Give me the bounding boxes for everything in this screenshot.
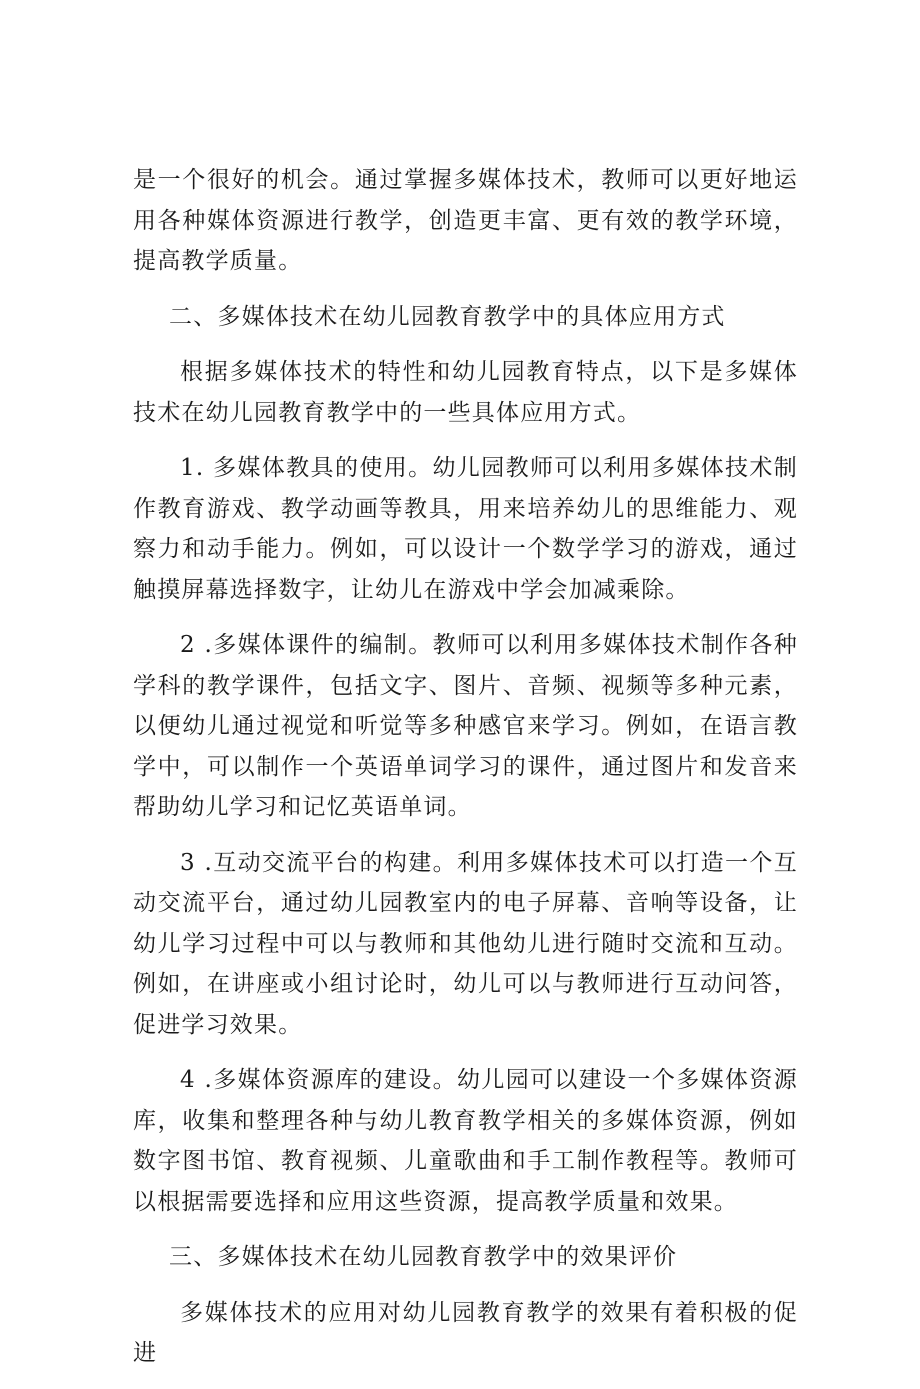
list-item-2: 2 .多媒体课件的编制。教师可以利用多媒体技术制作各种学科的教学课件，包括文字、图片、音频、视频等多种元素，以便幼儿通过视觉和听觉等多种感官来学习。例如，在语言教学中，可以制作一个英语单词学习的课件，通过图片和发音来帮助幼儿学习和记忆英语单词。 [133,632,798,820]
paragraph-evaluation: 多媒体技术的应用对幼儿园教育教学的效果有着积极的促进 [133,1299,798,1366]
list-item-4: 4 .多媒体资源库的建设。幼儿园可以建设一个多媒体资源库，收集和整理各种与幼儿教育教学相关的多媒体资源，例如数字图书馆、教育视频、儿童歌曲和手工制作教程等。教师可以根据需要选择和应用这些资源，提高教学质量和效果。 [133,1067,798,1215]
section-heading-3: 三、多媒体技术在幼儿园教育教学中的效果评价 [169,1244,678,1270]
document-body [133,160,798,1389]
paragraph-continuation: 是一个很好的机会。通过掌握多媒体技术，教师可以更好地运用各种媒体资源进行教学，创造更丰富、更有效的教学环境，提高教学质量。 [133,167,798,274]
paragraph-intro: 根据多媒体技术的特性和幼儿园教育特点，以下是多媒体技术在幼儿园教育教学中的一些具体应用方式。 [133,359,798,426]
list-item-1: 1. 多媒体教具的使用。幼儿园教师可以利用多媒体技术制作教育游戏、教学动画等教具，用来培养幼儿的思维能力、观察力和动手能力。例如，可以设计一个数学学习的游戏，通过触摸屏幕选择数字，让幼儿在游戏中学会加减乘除。 [133,455,798,603]
list-item-3: 3 .互动交流平台的构建。利用多媒体技术可以打造一个互动交流平台，通过幼儿园教室内的电子屏幕、音响等设备，让幼儿学习过程中可以与教师和其他幼儿进行随时交流和互动。例如，在讲座或小组讨论时，幼儿可以与教师进行互动问答，促进学习效果。 [133,849,798,1038]
section-heading-2: 二、多媒体技术在幼儿园教育教学中的具体应用方式 [169,303,726,330]
